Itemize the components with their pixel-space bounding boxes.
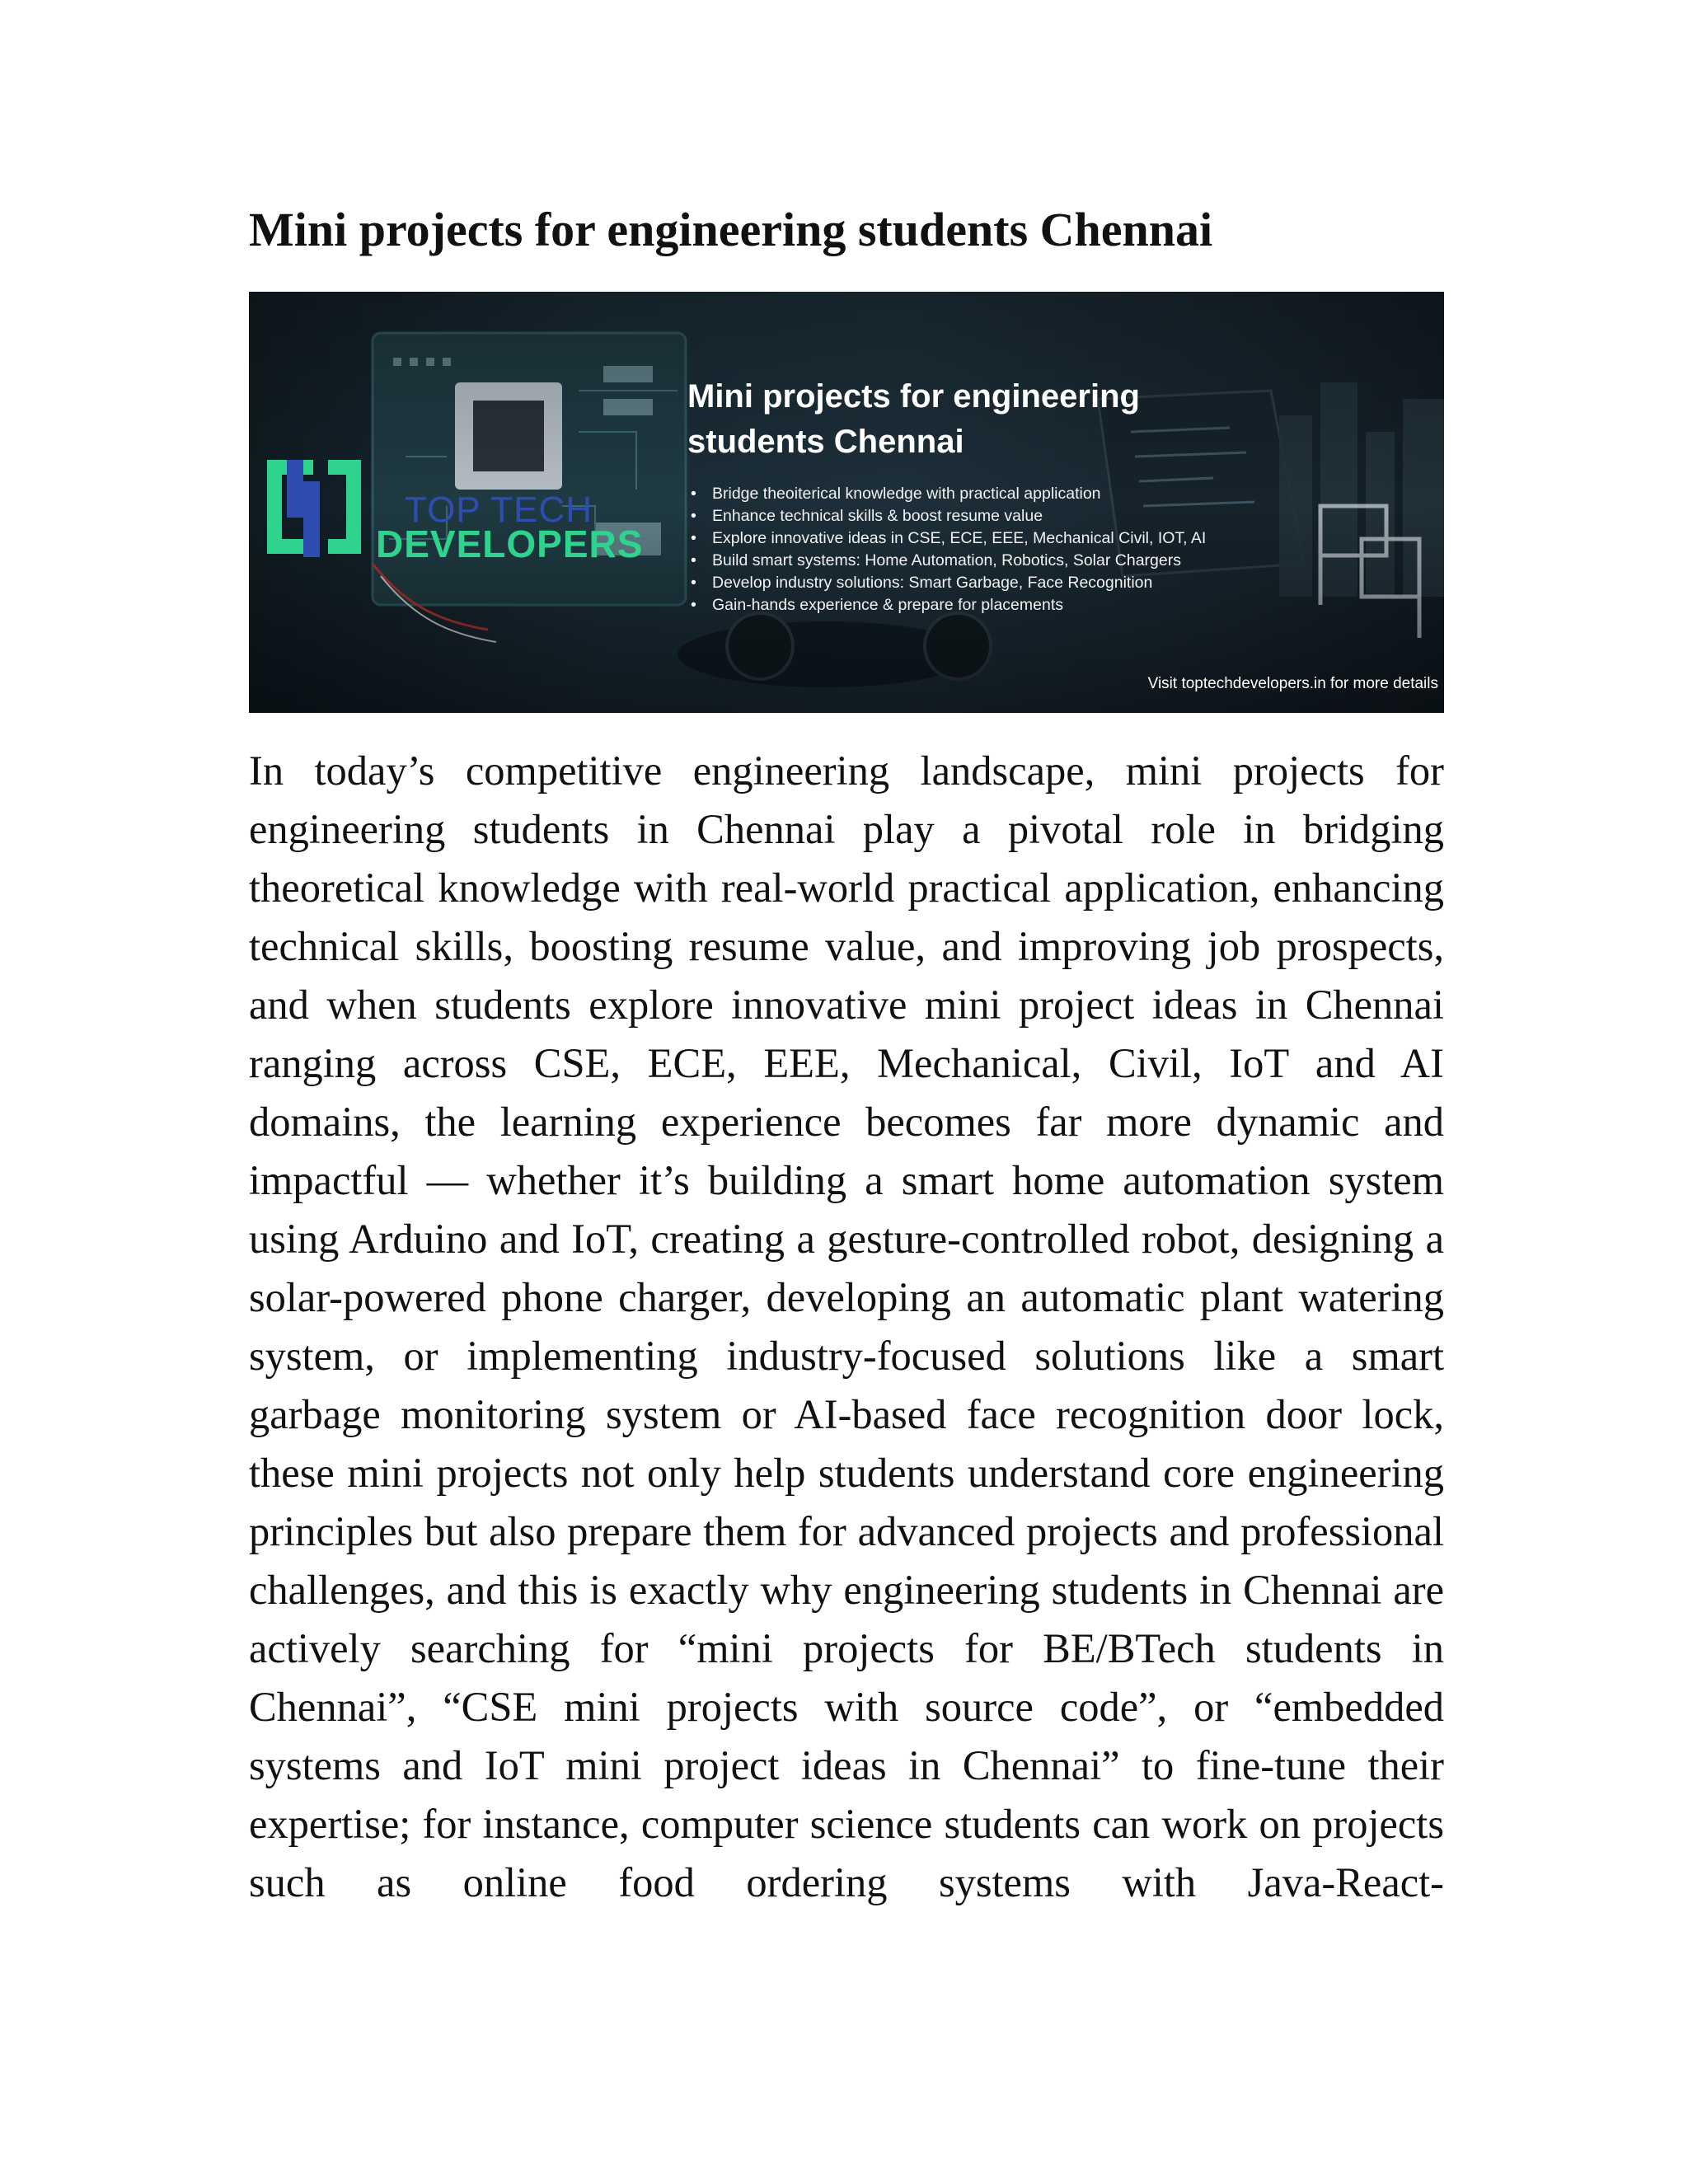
banner-bullet-list	[687, 483, 1330, 616]
logo-text-bottom: DEVELOPERS	[376, 523, 644, 565]
banner-bullet: • Enhance technical skills & boost resume value	[687, 505, 1330, 527]
banner-image	[249, 292, 1444, 713]
banner-bullet: • Explore innovative ideas in CSE, ECE, EEE, Mechanical Civil, IOT, AI	[687, 527, 1330, 550]
logo	[260, 453, 644, 565]
banner-bullet: • Gain-hands experience & prepare for placements	[687, 594, 1330, 616]
document-title: Mini projects for engineering students Chennai	[249, 203, 1213, 256]
banner-bullet: • Bridge theoiterical knowledge with practical application	[687, 483, 1330, 505]
banner-bullet: • Build smart systems: Home Automation, Robotics, Solar Chargers	[687, 550, 1330, 572]
body-paragraph: In today’s competitive engineering landscape, mini projects for engineering students in Chennai play a pivotal role in bridging theoretical knowledge with real-world practical application, enhancing technical skills, boosting resume value, and improving job prospects, and when students explore innovative mini project ideas in Chennai ranging across CSE, ECE, EEE, Mechanical, Civil, IoT and AI domains, the learning experience becomes far more dynamic and impactful — whether it’s building a smart home automation system using Arduino and IoT, creating a gesture-controlled robot, designing a solar-powered phone charger, developing an automatic plant watering system, or implementing industry-focused solutions like a smart garbage monitoring system or AI-based face recognition door lock, these mini projects not only help students understand core engineering principles but also prepare them for advanced projects and professional challenges, and this is exactly why engineering students in Chennai are actively searching for “mini projects for BE/BTech students in Chennai”, “CSE mini projects with source code”, or “embedded systems and IoT mini project ideas in Chennai” to fine-tune their expertise; for instance, computer science students can work on projects such as online food ordering systems with Java-React-	[249, 748, 1444, 1905]
banner-visit-text: Visit toptechdevelopers.in for more details	[1147, 675, 1438, 692]
logo-mark-icon	[260, 453, 368, 560]
logo-text-top: TOP TECH	[405, 490, 593, 530]
banner-heading: Mini projects for engineering students Chennai	[687, 378, 1140, 460]
banner-bullet: • Develop industry solutions: Smart Garbage, Face Recognition	[687, 572, 1330, 594]
